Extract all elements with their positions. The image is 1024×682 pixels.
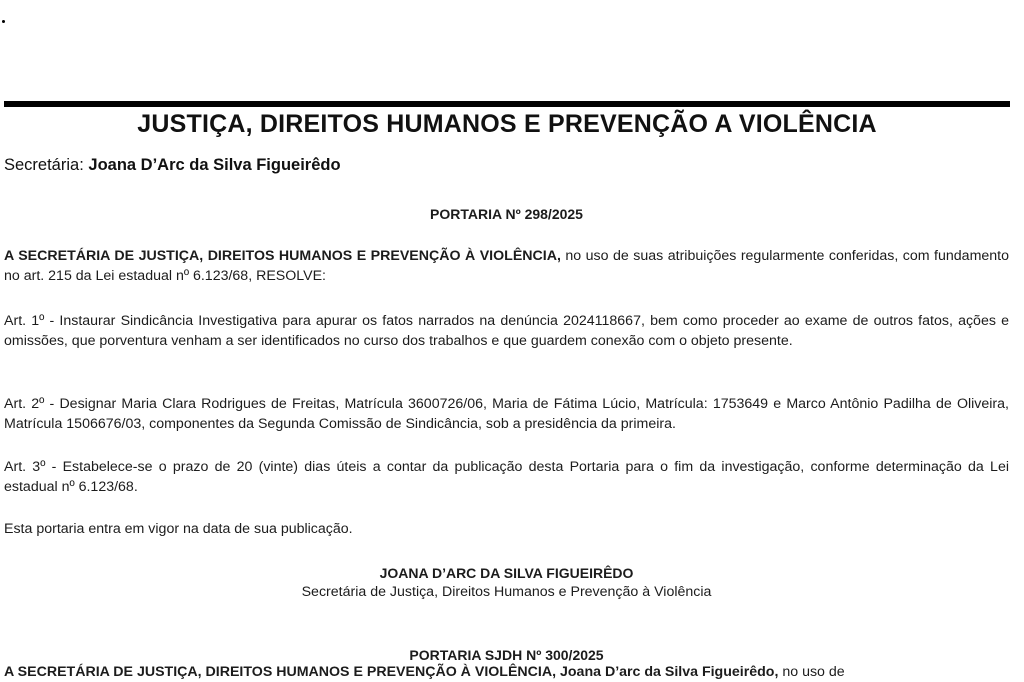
portaria-298-title: PORTARIA Nº 298/2025 (430, 206, 583, 222)
portaria-298-preamble (4, 246, 1009, 286)
article-2: Art. 2º - Designar Maria Clara Rodrigues de Freitas, Matrícula 3600726/06, Maria de Fátima Lúcio, Matrícula: 1753649 e Marco Antônio Padilha de Oliveira, Matrícula 1506676/03, componentes da Segunda Comissão de Sindicância, sob a presidência da primeira. (4, 396, 1009, 432)
portaria-300-title: PORTARIA SJDH Nº 300/2025 (409, 647, 604, 663)
secretary-label: Secretária: (4, 156, 84, 174)
section-top-rule (4, 101, 1010, 107)
section-title: JUSTIÇA, DIREITOS HUMANOS E PREVENÇÃO A VIOLÊNCIA (137, 110, 877, 138)
signature-name: JOANA D’ARC DA SILVA FIGUEIRÊDO (379, 565, 634, 581)
article-1: Art. 1º - Instaurar Sindicância Investigativa para apurar os fatos narrados na denúncia 2024118667, bem como proceder ao exame de outros fatos, ações e omissões, que porventura venham a ser identificados no curso dos trabalhos e que guardem conexão com o objeto presente. (4, 313, 1009, 349)
preamble2-authority: A SECRETÁRIA DE JUSTIÇA, DIREITOS HUMANOS E PREVENÇÃO À VIOLÊNCIA, Joana D’arc da Silva Figueirêdo, (4, 664, 779, 680)
signature-role: Secretária de Justiça, Direitos Humanos e Prevenção à Violência (301, 584, 712, 600)
preamble-authority: A SECRETÁRIA DE JUSTIÇA, DIREITOS HUMANOS E PREVENÇÃO À VIOLÊNCIA, (4, 248, 561, 264)
secretary-name: Joana D’Arc da Silva Figueirêdo (88, 156, 341, 174)
secretary-line (4, 156, 341, 175)
page-dot-mark (2, 20, 5, 23)
article-3: Art. 3º - Estabelece-se o prazo de 20 (vinte) dias úteis a contar da publicação desta Portaria para o fim da investigação, conforme determinação da Lei estadual nº 6.123/68. (4, 459, 1009, 495)
portaria-300-preamble (4, 662, 1009, 682)
preamble2-text: no uso de (778, 664, 845, 680)
effective-date-clause: Esta portaria entra em vigor na data de sua publicação. (4, 521, 353, 537)
preamble-text: no uso de suas atribuições regularmente conferidas, com fundamento no art. 215 da Lei estadual nº 6.123/68, RESOLVE: (4, 248, 1009, 284)
